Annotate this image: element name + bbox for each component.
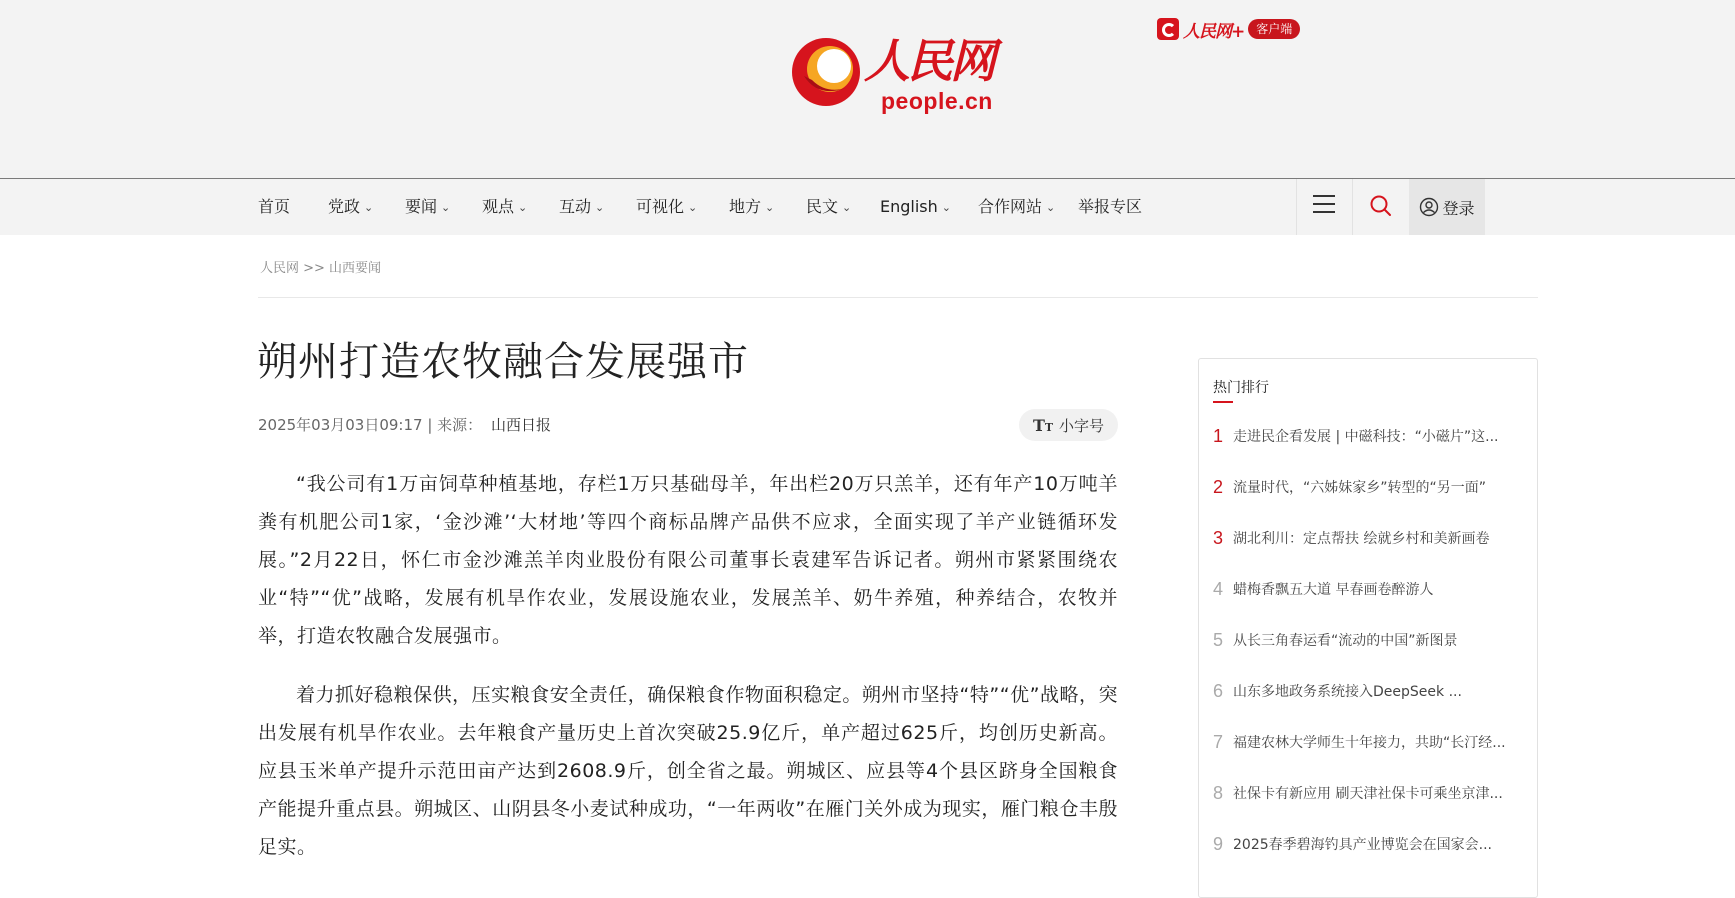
rank-number: 7	[1213, 731, 1224, 752]
nav-item-visual[interactable]: 可视化 ⌄	[636, 179, 697, 235]
nav-item-opinion[interactable]: 观点 ⌄	[482, 179, 527, 235]
rank-text: 山东多地政务系统接入DeepSeek ...	[1233, 684, 1462, 700]
ranking-item[interactable]	[1213, 628, 1513, 652]
breadcrumb[interactable]: 人民网 >> 山西要闻	[260, 261, 382, 276]
rank-text: 湖北利川：定点帮扶 绘就乡村和美新画卷	[1233, 531, 1490, 547]
logo-swirl-icon	[790, 36, 862, 108]
user-icon	[1419, 197, 1439, 217]
rank-number: 1	[1213, 425, 1224, 446]
article-source-link[interactable]: 山西日报	[490, 416, 551, 434]
content-divider	[258, 297, 1538, 298]
nav-item-partners[interactable]: 合作网站 ⌄	[978, 179, 1055, 235]
title-underline	[1213, 401, 1233, 403]
rank-number: 4	[1213, 578, 1224, 599]
rank-number: 5	[1213, 629, 1224, 650]
nav-divider	[1352, 179, 1353, 235]
nav-item-english[interactable]: English ⌄	[880, 179, 951, 235]
rank-text: 走进民企看发展 | 中磁科技：“小磁片”这...	[1233, 429, 1499, 445]
hot-ranking-panel	[1198, 358, 1538, 898]
app-logo-icon	[1157, 18, 1179, 40]
rank-text: 从长三角春运看“流动的中国”新图景	[1233, 633, 1458, 649]
font-size-toggle-button[interactable]	[1019, 409, 1118, 441]
logo-english-text: people.cn	[881, 88, 993, 114]
ranking-item[interactable]	[1213, 679, 1513, 703]
nav-item-minwen[interactable]: 民文 ⌄	[806, 179, 851, 235]
hamburger-menu-icon[interactable]	[1313, 195, 1335, 215]
chevron-down-icon: ⌄	[765, 201, 775, 214]
article-title: 朔州打造农牧融合发展强市	[257, 339, 749, 385]
login-button[interactable]	[1409, 179, 1485, 235]
font-toggle-label: 小字号	[1059, 416, 1105, 435]
hot-ranking-title: 热门排行	[1213, 380, 1269, 396]
nav-item-interact[interactable]: 互动 ⌄	[559, 179, 604, 235]
nav-item-home[interactable]: 首页	[258, 197, 291, 216]
ranking-item[interactable]	[1213, 526, 1513, 550]
nav-item-news[interactable]: 要闻 ⌄	[405, 179, 450, 235]
rank-text: 社保卡有新应用 刷天津社保卡可乘坐京津...	[1233, 786, 1503, 802]
header-band	[0, 0, 1735, 178]
app-name: 人民网+	[1183, 21, 1245, 42]
ranking-item[interactable]	[1213, 730, 1513, 754]
nav-item-report[interactable]: 举报专区	[1078, 197, 1143, 216]
chevron-down-icon: ⌄	[518, 201, 528, 214]
article-body	[258, 465, 1118, 887]
chevron-down-icon: ⌄	[1046, 201, 1056, 214]
source-label: | 来源：	[427, 416, 483, 434]
chevron-down-icon: ⌄	[364, 201, 374, 214]
nav-divider	[1296, 179, 1297, 235]
rank-text: 蜡梅香飘五大道 早春画卷醉游人	[1233, 582, 1434, 598]
rank-text: 2025春季碧海钓具产业博览会在国家会...	[1233, 837, 1492, 853]
ranking-item[interactable]	[1213, 781, 1513, 805]
text-size-icon: TT	[1032, 415, 1054, 435]
search-icon[interactable]	[1369, 194, 1393, 218]
rank-text: 福建农林大学师生十年接力，共助“长汀经...	[1233, 735, 1506, 751]
people-logo[interactable]	[790, 30, 1005, 116]
rank-number: 3	[1213, 527, 1224, 548]
app-tag-badge: 客户端	[1248, 19, 1300, 39]
ranking-item[interactable]	[1213, 475, 1513, 499]
article-paragraph: 着力抓好稳粮保供，压实粮食安全责任，确保粮食作物面积稳定。朔州市坚持“特”“优”战略，突出发展有机旱作农业。去年粮食产量历史上首次突破25.9亿斤，单产超过625斤，均创历史新高。应县玉米单产提升示范田亩产达到2608.9斤，创全省之最。朔城区、应县等4个县区跻身全国粮食产能提升重点县。朔城区、山阴县冬小麦试种成功，“一年两收”在雁门关外成为现实，雁门粮仓丰殷足实。	[258, 684, 1118, 858]
rank-number: 6	[1213, 680, 1224, 701]
chevron-down-icon: ⌄	[941, 201, 951, 214]
login-label: 登录	[1442, 198, 1475, 218]
nav-item-party[interactable]: 党政 ⌄	[328, 179, 373, 235]
chevron-down-icon: ⌄	[842, 201, 852, 214]
nav-item-local[interactable]: 地方 ⌄	[729, 179, 774, 235]
chevron-down-icon: ⌄	[595, 201, 605, 214]
ranking-item[interactable]	[1213, 832, 1513, 856]
article-paragraph: “我公司有1万亩饲草种植基地，存栏1万只基础母羊，年出栏20万只羔羊，还有年产10万吨羊粪有机肥公司1家，‘金沙滩’‘大材地’等四个商标品牌产品供不应求，全面实现了羊产业链循环发展。”2月22日，怀仁市金沙滩羔羊肉业股份有限公司董事长袁建军告诉记者。朔州市紧紧围绕农业“特”“优”战略，发展有机旱作农业，发展设施农业，发展羔羊、奶牛养殖，种养结合，农牧并举，打造农牧融合发展强市。	[258, 473, 1118, 647]
logo-chinese-text: 人民网	[864, 34, 993, 88]
app-client-link[interactable]	[1157, 17, 1300, 41]
rank-number: 8	[1213, 782, 1224, 803]
rank-text: 流量时代，“六姊妹家乡”转型的“另一面”	[1233, 480, 1487, 496]
chevron-down-icon: ⌄	[441, 201, 451, 214]
ranking-item[interactable]	[1213, 424, 1513, 448]
article-datetime: 2025年03月03日09:17	[258, 416, 423, 434]
rank-number: 9	[1213, 833, 1224, 854]
chevron-down-icon: ⌄	[688, 201, 698, 214]
ranking-item[interactable]	[1213, 577, 1513, 601]
rank-number: 2	[1213, 476, 1224, 497]
article-meta	[258, 414, 551, 435]
